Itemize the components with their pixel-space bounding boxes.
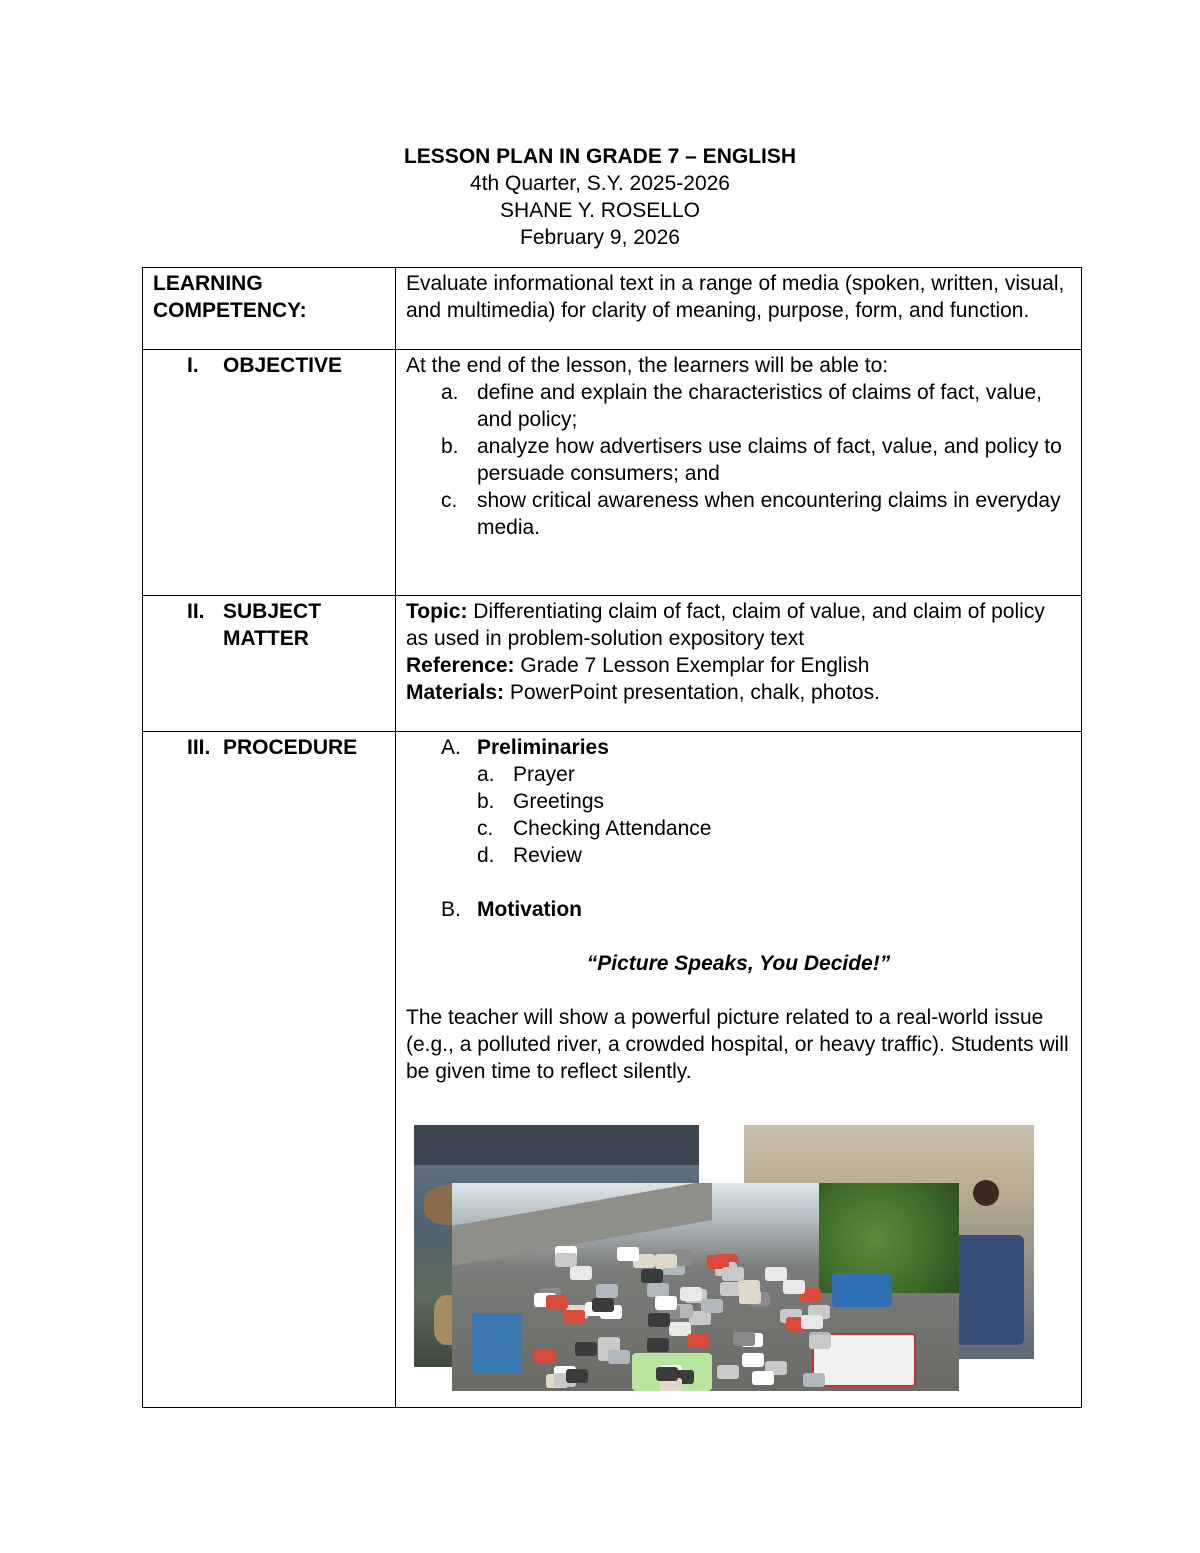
topic-text: Differentiating claim of fact, claim of value, and claim of policy as used in problem-solution expository text bbox=[406, 600, 1045, 650]
car-shape bbox=[742, 1353, 764, 1367]
car-shape bbox=[701, 1299, 723, 1313]
car-shape bbox=[717, 1365, 739, 1379]
subject-matter-heading-line2: MATTER bbox=[223, 627, 309, 650]
car-shape bbox=[555, 1253, 577, 1267]
car-shape bbox=[617, 1247, 639, 1261]
car-shape bbox=[739, 1290, 761, 1304]
objective-item-text: show critical awareness when encountering claims in everyday media. bbox=[477, 489, 1061, 539]
procedure-row bbox=[143, 732, 1082, 1408]
subject-matter-row bbox=[143, 596, 1082, 732]
motivation-title: Motivation bbox=[477, 898, 582, 921]
car-shape bbox=[687, 1334, 709, 1348]
car-shape bbox=[647, 1338, 669, 1352]
subject-matter-numeral: II. bbox=[187, 600, 205, 623]
objective-item bbox=[441, 433, 1071, 487]
materials-label: Materials: bbox=[406, 681, 505, 704]
preliminaries-item-marker: b. bbox=[477, 790, 495, 813]
subject-matter-content bbox=[396, 596, 1082, 732]
car-shape bbox=[655, 1254, 677, 1268]
car-shape bbox=[801, 1315, 823, 1329]
competency-text: Evaluate informational text in a range of media (spoken, written, visual, and multimedia) for clarity of meaning, purpose, form, and function. bbox=[396, 268, 1082, 350]
competency-label-line1: LEARNING bbox=[153, 272, 263, 295]
objective-item-marker: b. bbox=[441, 435, 459, 458]
car-shape bbox=[648, 1313, 670, 1327]
competency-row bbox=[143, 268, 1082, 350]
reference-line bbox=[406, 652, 1071, 679]
car-shape bbox=[596, 1284, 618, 1298]
reference-label: Reference: bbox=[406, 654, 515, 677]
car-shape bbox=[566, 1369, 588, 1383]
car-shape bbox=[592, 1298, 614, 1312]
preliminaries-item-marker: c. bbox=[477, 817, 494, 840]
procedure-heading: PROCEDURE bbox=[223, 736, 358, 759]
procedure-label bbox=[143, 732, 396, 1408]
preliminaries-item-text: Checking Attendance bbox=[513, 817, 712, 840]
objective-item-text: define and explain the characteristics of claims of fact, value, and policy; bbox=[477, 381, 1042, 431]
car-shape bbox=[647, 1283, 669, 1297]
activity-title: “Picture Speaks, You Decide!” bbox=[586, 952, 891, 975]
car-shape bbox=[575, 1342, 597, 1356]
objective-intro: At the end of the lesson, the learners will be able to: bbox=[406, 354, 889, 377]
car-shape bbox=[608, 1350, 630, 1364]
preliminaries-title: Preliminaries bbox=[477, 736, 609, 759]
car-shape bbox=[765, 1267, 787, 1281]
objective-item-marker: c. bbox=[441, 489, 458, 512]
preliminaries-list bbox=[406, 761, 1071, 869]
subject-matter-heading-line1: SUBJECT bbox=[223, 600, 322, 623]
preliminaries-heading bbox=[406, 734, 1071, 761]
document-header bbox=[0, 143, 1200, 251]
preliminaries-marker: A. bbox=[441, 736, 461, 759]
competency-label-line2: COMPETENCY: bbox=[153, 299, 307, 322]
preliminaries-item bbox=[477, 761, 1071, 788]
car-shape bbox=[641, 1269, 663, 1283]
lesson-date: February 9, 2026 bbox=[520, 226, 680, 249]
objective-item-text: analyze how advertisers use claims of fact, value, and policy to persuade consumers; and bbox=[477, 435, 1062, 485]
preliminaries-item-text: Prayer bbox=[513, 763, 575, 786]
objective-heading: OBJECTIVE bbox=[223, 354, 343, 377]
objective-item-marker: a. bbox=[441, 381, 459, 404]
issue-photo-collage bbox=[414, 1125, 1054, 1395]
topic-line bbox=[406, 598, 1071, 652]
preliminaries-item bbox=[477, 788, 1071, 815]
procedure-content bbox=[396, 732, 1082, 1408]
motivation-marker: B. bbox=[441, 898, 461, 921]
materials-line bbox=[406, 679, 1071, 706]
car-shape bbox=[783, 1280, 805, 1294]
preliminaries-item-text: Greetings bbox=[513, 790, 605, 813]
car-shape bbox=[722, 1267, 744, 1281]
car-shape bbox=[656, 1367, 678, 1381]
topic-label: Topic: bbox=[406, 600, 468, 623]
car-shape bbox=[733, 1332, 755, 1346]
reference-text: Grade 7 Lesson Exemplar for English bbox=[520, 654, 870, 677]
objective-numeral: I. bbox=[187, 354, 199, 377]
car-shape bbox=[680, 1287, 702, 1301]
car-shape bbox=[546, 1295, 568, 1309]
motivation-description: The teacher will show a powerful picture related to a real-world issue (e.g., a polluted river, a crowded hospital, or heavy traffic). Students will be given time to reflect silently. bbox=[406, 1006, 1069, 1083]
car-shape bbox=[655, 1296, 677, 1310]
teacher-name: SHANE Y. ROSELLO bbox=[500, 199, 700, 222]
heavy-traffic-photo bbox=[452, 1183, 959, 1391]
car-shape bbox=[809, 1335, 831, 1349]
preliminaries-item-marker: a. bbox=[477, 763, 495, 786]
objective-item bbox=[441, 487, 1071, 541]
preliminaries-item bbox=[477, 815, 1071, 842]
subject-matter-label bbox=[143, 596, 396, 732]
preliminaries-item-marker: d. bbox=[477, 844, 495, 867]
objective-row bbox=[143, 350, 1082, 596]
lesson-plan-table bbox=[142, 267, 1082, 1408]
materials-text: PowerPoint presentation, chalk, photos. bbox=[509, 681, 880, 704]
car-shape bbox=[563, 1310, 585, 1324]
car-shape bbox=[534, 1349, 556, 1363]
objective-item bbox=[441, 379, 1071, 433]
objective-content bbox=[396, 350, 1082, 596]
quarter-line: 4th Quarter, S.Y. 2025-2026 bbox=[470, 172, 730, 195]
objective-label bbox=[143, 350, 396, 596]
document-title: LESSON PLAN IN GRADE 7 – ENGLISH bbox=[403, 145, 797, 168]
preliminaries-item-text: Review bbox=[513, 844, 582, 867]
car-shape bbox=[803, 1373, 825, 1387]
preliminaries-item bbox=[477, 842, 1071, 869]
motivation-heading bbox=[406, 896, 1071, 923]
objective-list bbox=[406, 379, 1071, 541]
car-shape bbox=[752, 1371, 774, 1385]
procedure-numeral: III. bbox=[187, 736, 211, 759]
competency-label bbox=[143, 268, 396, 350]
car-shape bbox=[570, 1266, 592, 1280]
